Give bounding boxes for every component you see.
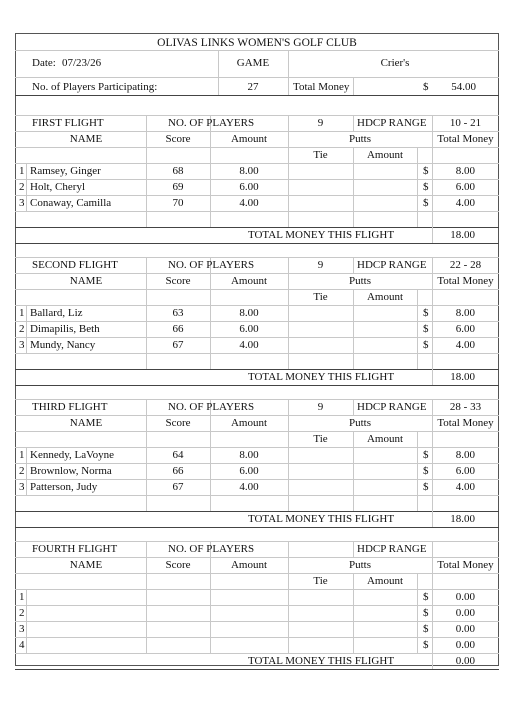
total-money-column-header: Total Money	[437, 133, 494, 145]
column-divider	[417, 147, 418, 227]
putts-column-header: Putts	[348, 133, 371, 145]
player-total-money: 6.00	[455, 181, 475, 193]
no-of-players-value: 9	[317, 259, 324, 271]
score-column-header: Score	[165, 559, 191, 571]
total-money-column-header: Total Money	[437, 559, 494, 571]
player-score: 63	[172, 307, 184, 319]
currency-symbol: $	[423, 339, 429, 351]
player-total-money: 0.00	[455, 639, 475, 651]
row-place-number: 3	[19, 339, 25, 351]
column-divider	[26, 305, 27, 353]
currency-symbol: $	[423, 481, 429, 493]
putts-amount-column-header: Amount	[366, 291, 404, 303]
table-rule	[15, 147, 499, 148]
flight-title: THIRD FLIGHT	[32, 401, 108, 413]
header-rule	[15, 77, 499, 78]
player-score: 69	[172, 181, 184, 193]
player-amount: 8.00	[239, 307, 259, 319]
amount-column-header: Amount	[230, 133, 268, 145]
player-name: Ramsey, Ginger	[30, 165, 101, 177]
tie-column-header: Tie	[313, 149, 328, 161]
player-total-money: 0.00	[455, 591, 475, 603]
putts-column-header: Putts	[348, 275, 371, 287]
flight-title: FIRST FLIGHT	[32, 117, 104, 129]
player-amount: 4.00	[239, 481, 259, 493]
currency-symbol: $	[423, 181, 429, 193]
header-rule	[15, 95, 499, 96]
currency-symbol: $	[423, 465, 429, 477]
putts-column-header: Putts	[348, 417, 371, 429]
hdcp-range-label: HDCP RANGE	[357, 401, 427, 413]
no-of-players-label: NO. OF PLAYERS	[168, 543, 255, 555]
currency-symbol: $	[423, 165, 429, 177]
row-place-number: 2	[19, 607, 25, 619]
column-divider	[26, 163, 27, 211]
player-name: Holt, Cheryl	[30, 181, 85, 193]
amount-column-header: Amount	[230, 275, 268, 287]
player-total-money: 0.00	[455, 623, 475, 635]
player-name: Dimapilis, Beth	[30, 323, 100, 335]
currency-symbol: $	[423, 591, 429, 603]
total-money-flight-label: TOTAL MONEY THIS FLIGHT	[247, 229, 395, 241]
header-divider	[353, 77, 354, 95]
player-total-money: 6.00	[455, 323, 475, 335]
player-total-money: 8.00	[455, 449, 475, 461]
flight-total-money: 18.00	[450, 229, 475, 241]
player-score: 70	[172, 197, 184, 209]
player-total-money: 0.00	[455, 607, 475, 619]
player-name: Ballard, Liz	[30, 307, 83, 319]
amount-column-header: Amount	[230, 417, 268, 429]
putts-amount-column-header: Amount	[366, 433, 404, 445]
tie-column-header: Tie	[313, 575, 328, 587]
row-place-number: 1	[19, 591, 25, 603]
total-money-column-header: Total Money	[437, 275, 494, 287]
tie-column-header: Tie	[313, 291, 328, 303]
row-place-number: 2	[19, 181, 25, 193]
total-money-value: 54.00	[451, 81, 476, 93]
player-amount: 6.00	[239, 181, 259, 193]
player-name: Kennedy, LaVoyne	[30, 449, 115, 461]
player-total-money: 4.00	[455, 481, 475, 493]
row-place-number: 1	[19, 307, 25, 319]
row-place-number: 4	[19, 639, 25, 651]
putts-amount-column-header: Amount	[366, 149, 404, 161]
flight-title: FOURTH FLIGHT	[32, 543, 118, 555]
table-rule	[15, 527, 499, 528]
player-amount: 8.00	[239, 449, 259, 461]
player-total-money: 8.00	[455, 307, 475, 319]
column-divider	[417, 573, 418, 653]
header-rule	[15, 50, 499, 51]
currency-symbol: $	[423, 197, 429, 209]
hdcp-range-value: 10 - 21	[449, 117, 482, 129]
player-name: Brownlow, Norma	[30, 465, 112, 477]
column-divider	[353, 257, 354, 273]
column-divider	[417, 289, 418, 369]
table-rule	[15, 385, 499, 386]
column-divider	[26, 589, 27, 653]
putts-amount-column-header: Amount	[366, 575, 404, 587]
hdcp-range-value: 22 - 28	[449, 259, 482, 271]
hdcp-range-label: HDCP RANGE	[357, 543, 427, 555]
header-divider	[288, 50, 289, 95]
score-column-header: Score	[165, 275, 191, 287]
date-label: Date:	[32, 57, 56, 69]
score-column-header: Score	[165, 417, 191, 429]
player-amount: 6.00	[239, 323, 259, 335]
currency-symbol: $	[423, 449, 429, 461]
game-label: GAME	[236, 57, 270, 69]
club-title: OLIVAS LINKS WOMEN'S GOLF CLUB	[157, 37, 357, 49]
flight-title: SECOND FLIGHT	[32, 259, 118, 271]
table-rule	[15, 243, 499, 244]
no-of-players-label: NO. OF PLAYERS	[168, 401, 255, 413]
no-of-players-value: 9	[317, 401, 324, 413]
currency-symbol: $	[423, 639, 429, 651]
row-place-number: 3	[19, 623, 25, 635]
player-total-money: 8.00	[455, 165, 475, 177]
player-score: 68	[172, 165, 184, 177]
table-rule	[15, 573, 499, 574]
total-money-flight-label: TOTAL MONEY THIS FLIGHT	[247, 513, 395, 525]
no-of-players-label: NO. OF PLAYERS	[168, 259, 255, 271]
putts-column-header: Putts	[348, 559, 371, 571]
currency-symbol: $	[423, 307, 429, 319]
player-score: 67	[172, 339, 184, 351]
player-name: Mundy, Nancy	[30, 339, 96, 351]
table-rule	[15, 431, 499, 432]
column-divider	[353, 399, 354, 415]
row-place-number: 1	[19, 165, 25, 177]
player-amount: 4.00	[239, 339, 259, 351]
no-of-players-value: 9	[317, 117, 324, 129]
player-score: 67	[172, 481, 184, 493]
players-participating-label: No. of Players Participating:	[32, 81, 158, 93]
hdcp-range-value: 28 - 33	[449, 401, 482, 413]
row-place-number: 1	[19, 449, 25, 461]
currency-symbol: $	[423, 81, 429, 93]
player-name: Patterson, Judy	[30, 481, 98, 493]
tie-column-header: Tie	[313, 433, 328, 445]
player-amount: 8.00	[239, 165, 259, 177]
game-value: Crier's	[380, 57, 410, 69]
flight-total-money: 18.00	[450, 371, 475, 383]
player-score: 66	[172, 323, 184, 335]
column-divider	[353, 115, 354, 131]
table-rule	[15, 495, 499, 496]
column-divider	[417, 431, 418, 511]
name-column-header: NAME	[69, 275, 103, 287]
row-place-number: 3	[19, 197, 25, 209]
table-rule	[15, 289, 499, 290]
currency-symbol: $	[423, 623, 429, 635]
currency-symbol: $	[423, 607, 429, 619]
hdcp-range-label: HDCP RANGE	[357, 259, 427, 271]
column-divider	[26, 447, 27, 495]
row-place-number: 2	[19, 465, 25, 477]
date-value: 07/23/26	[62, 57, 102, 69]
row-place-number: 2	[19, 323, 25, 335]
amount-column-header: Amount	[230, 559, 268, 571]
table-rule	[15, 211, 499, 212]
table-rule	[15, 669, 499, 670]
player-amount: 4.00	[239, 197, 259, 209]
table-rule	[15, 353, 499, 354]
no-of-players-label: NO. OF PLAYERS	[168, 117, 255, 129]
name-column-header: NAME	[69, 417, 103, 429]
total-money-column-header: Total Money	[437, 417, 494, 429]
players-participating-value: 27	[247, 81, 259, 93]
total-money-label: Total Money	[293, 81, 350, 93]
player-score: 64	[172, 449, 184, 461]
total-money-flight-label: TOTAL MONEY THIS FLIGHT	[247, 655, 395, 667]
hdcp-range-label: HDCP RANGE	[357, 117, 427, 129]
currency-symbol: $	[423, 323, 429, 335]
row-place-number: 3	[19, 481, 25, 493]
player-amount: 6.00	[239, 465, 259, 477]
name-column-header: NAME	[69, 559, 103, 571]
player-total-money: 6.00	[455, 465, 475, 477]
flight-total-money: 18.00	[450, 513, 475, 525]
player-name: Conaway, Camilla	[30, 197, 112, 209]
name-column-header: NAME	[69, 133, 103, 145]
score-column-header: Score	[165, 133, 191, 145]
player-score: 66	[172, 465, 184, 477]
flight-total-money: 0.00	[455, 655, 475, 667]
column-divider	[353, 541, 354, 557]
total-money-flight-label: TOTAL MONEY THIS FLIGHT	[247, 371, 395, 383]
player-total-money: 4.00	[455, 339, 475, 351]
player-total-money: 4.00	[455, 197, 475, 209]
